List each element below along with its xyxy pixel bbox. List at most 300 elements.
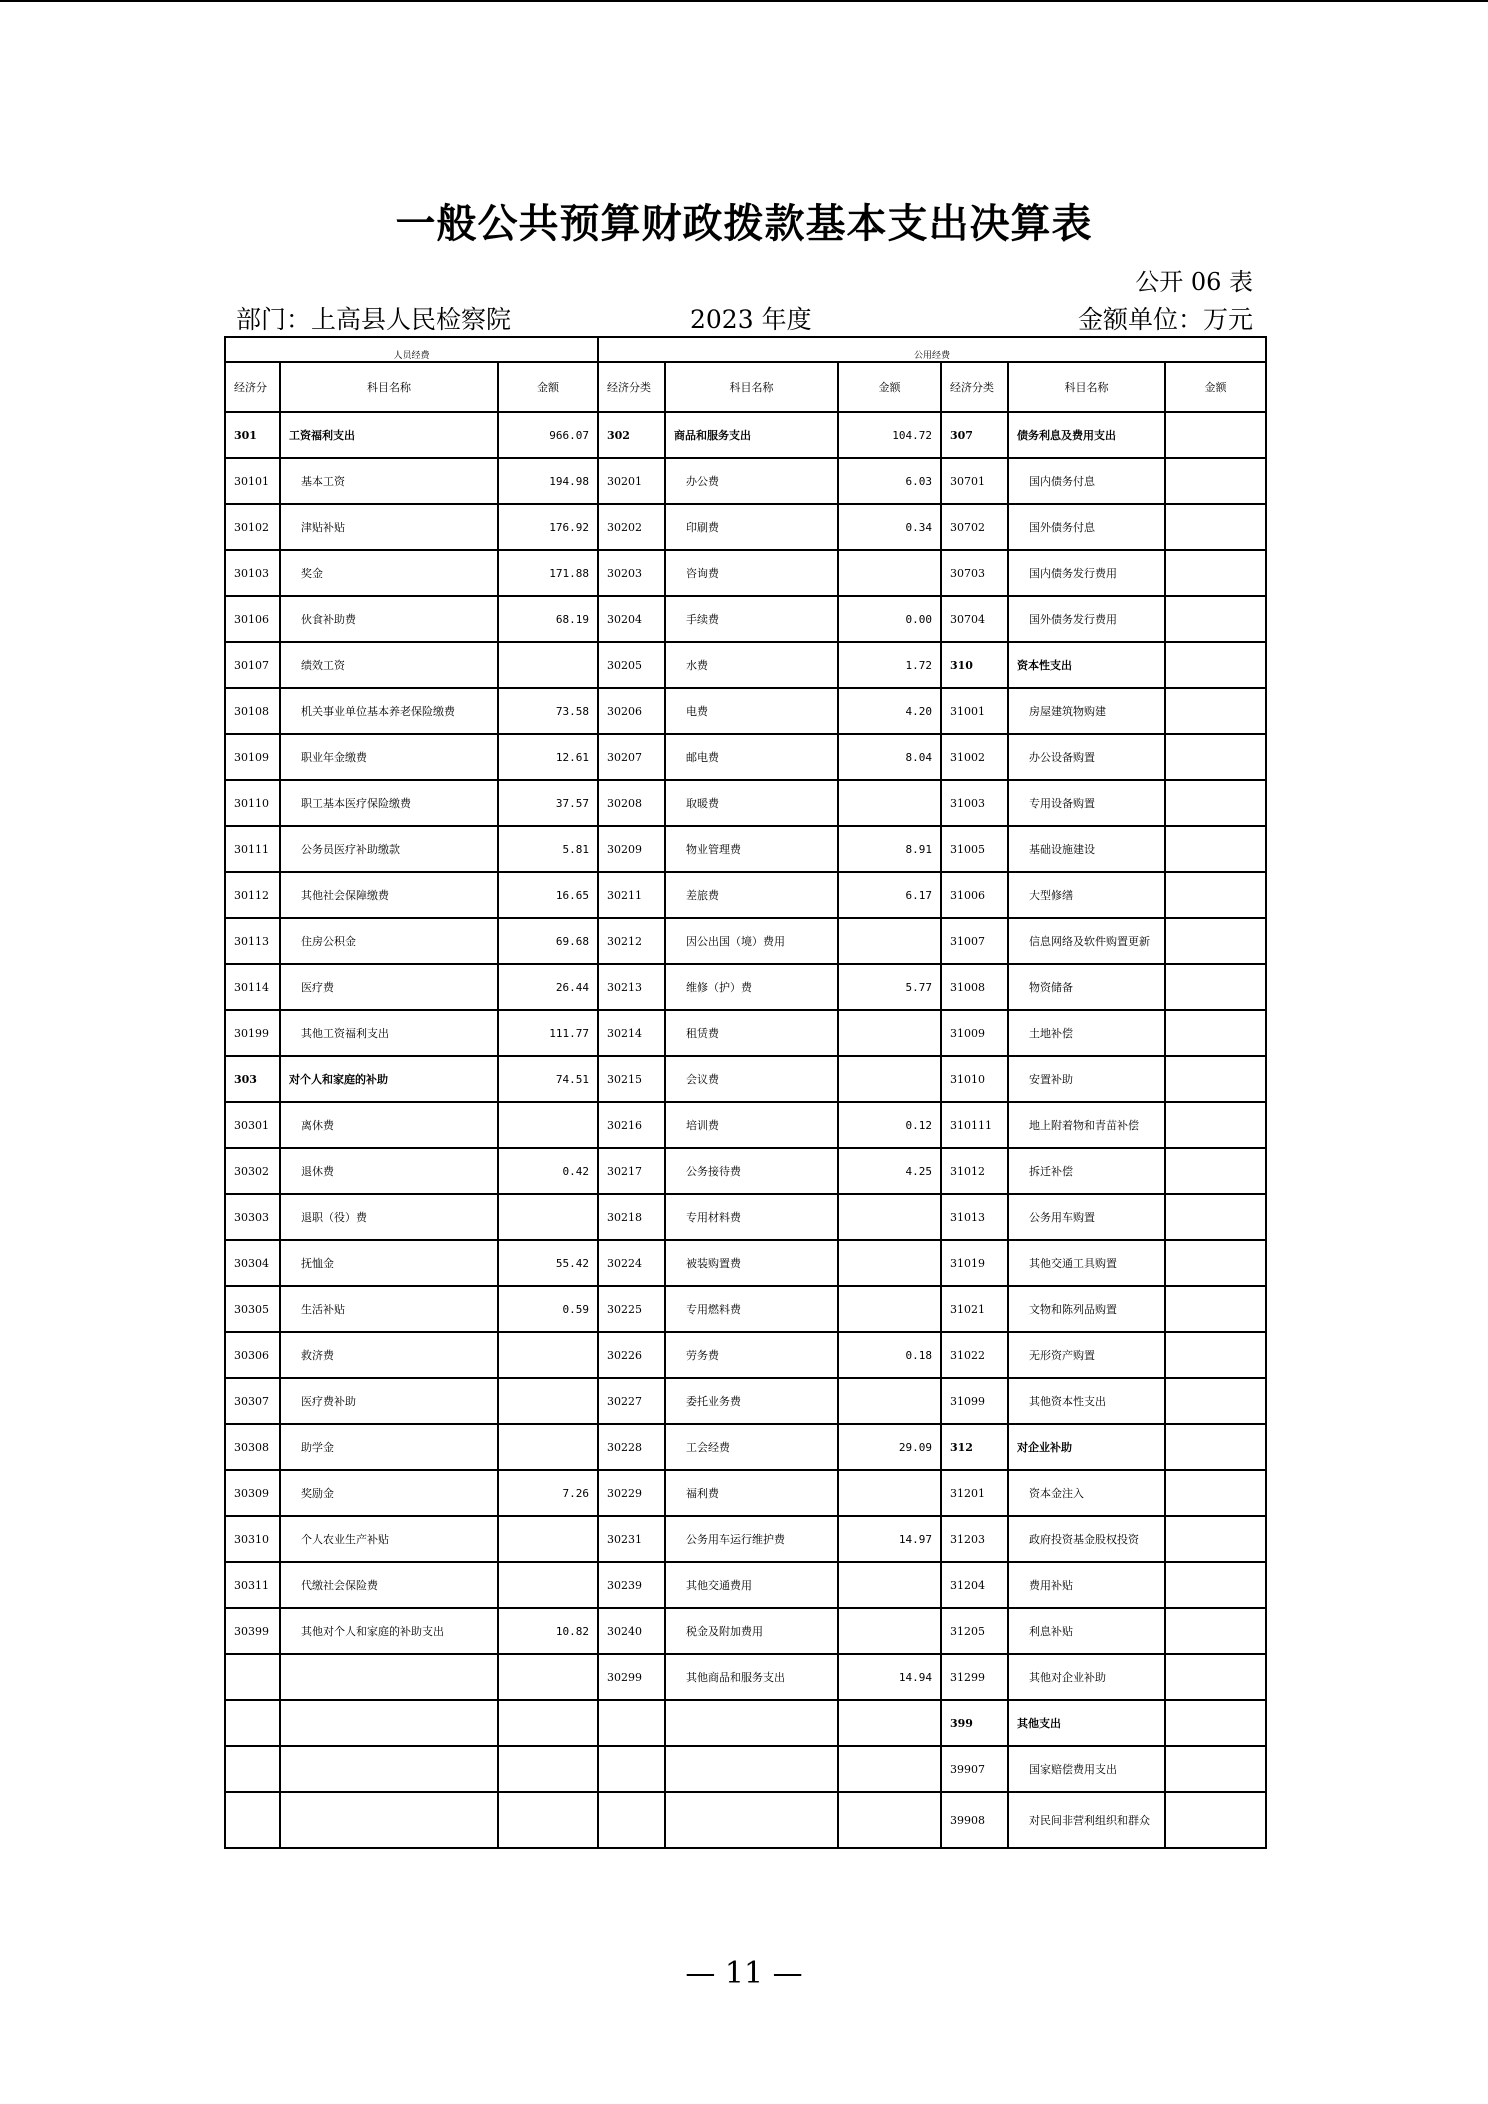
cell-amount-a: 0.59 bbox=[498, 1286, 598, 1332]
cell-code-a: 30113 bbox=[225, 918, 280, 964]
cell-name-a: 对个人和家庭的补助 bbox=[280, 1056, 498, 1102]
cell-amount-b: 6.17 bbox=[838, 872, 941, 918]
table-row bbox=[225, 780, 1266, 826]
cell-code-c: 31299 bbox=[941, 1654, 1008, 1700]
cell-amount-b bbox=[838, 1792, 941, 1848]
cell-name-b: 差旅费 bbox=[665, 872, 838, 918]
cell-code-a: 30308 bbox=[225, 1424, 280, 1470]
cell-name-b: 水费 bbox=[665, 642, 838, 688]
table-body bbox=[225, 412, 1266, 1848]
cell-amount-b bbox=[838, 918, 941, 964]
cell-name-a: 其他对个人和家庭的补助支出 bbox=[280, 1608, 498, 1654]
cell-code-b: 30226 bbox=[598, 1332, 665, 1378]
department-label: 部门：上高县人民检察院 bbox=[236, 305, 512, 334]
cell-amount-a: 111.77 bbox=[498, 1010, 598, 1056]
cell-code-c: 31007 bbox=[941, 918, 1008, 964]
cell-code-c: 31019 bbox=[941, 1240, 1008, 1286]
header-name-b: 科目名称 bbox=[665, 362, 838, 412]
cell-amount-b bbox=[838, 1240, 941, 1286]
cell-amount-c bbox=[1165, 1562, 1266, 1608]
cell-amount-c bbox=[1165, 826, 1266, 872]
cell-name-c: 政府投资基金股权投资 bbox=[1008, 1516, 1165, 1562]
cell-name-a: 公务员医疗补助缴款 bbox=[280, 826, 498, 872]
cell-name-a: 住房公积金 bbox=[280, 918, 498, 964]
cell-amount-a bbox=[498, 1654, 598, 1700]
cell-name-a: 津贴补贴 bbox=[280, 504, 498, 550]
header-amount-c: 金额 bbox=[1165, 362, 1266, 412]
table-row bbox=[225, 642, 1266, 688]
cell-amount-a bbox=[498, 1424, 598, 1470]
cell-code-c: 399 bbox=[941, 1700, 1008, 1746]
cell-amount-a bbox=[498, 1516, 598, 1562]
cell-amount-a bbox=[498, 1102, 598, 1148]
cell-code-b: 30216 bbox=[598, 1102, 665, 1148]
cell-code-c: 31013 bbox=[941, 1194, 1008, 1240]
cell-name-c: 费用补贴 bbox=[1008, 1562, 1165, 1608]
cell-name-b bbox=[665, 1792, 838, 1848]
cell-amount-b bbox=[838, 780, 941, 826]
cell-name-b: 因公出国（境）费用 bbox=[665, 918, 838, 964]
cell-code-c: 30702 bbox=[941, 504, 1008, 550]
cell-name-b: 其他商品和服务支出 bbox=[665, 1654, 838, 1700]
cell-code-c: 31205 bbox=[941, 1608, 1008, 1654]
cell-name-a: 个人农业生产补贴 bbox=[280, 1516, 498, 1562]
cell-code-c: 39908 bbox=[941, 1792, 1008, 1848]
cell-code-c: 31008 bbox=[941, 964, 1008, 1010]
table-row bbox=[225, 688, 1266, 734]
top-border bbox=[0, 0, 1488, 2]
cell-amount-a bbox=[498, 1194, 598, 1240]
cell-code-a: 30301 bbox=[225, 1102, 280, 1148]
cell-name-b: 办公费 bbox=[665, 458, 838, 504]
cell-code-a: 30310 bbox=[225, 1516, 280, 1562]
cell-amount-c bbox=[1165, 1056, 1266, 1102]
cell-code-c: 30704 bbox=[941, 596, 1008, 642]
group-personnel-header: 人员经费 bbox=[225, 337, 598, 362]
cell-code-b: 30229 bbox=[598, 1470, 665, 1516]
cell-amount-c bbox=[1165, 504, 1266, 550]
cell-code-a: 30309 bbox=[225, 1470, 280, 1516]
cell-name-b: 专用材料费 bbox=[665, 1194, 838, 1240]
cell-name-b: 商品和服务支出 bbox=[665, 412, 838, 458]
cell-name-c: 对民间非营利组织和群众 bbox=[1008, 1792, 1165, 1848]
cell-code-a: 30103 bbox=[225, 550, 280, 596]
cell-name-c: 拆迁补偿 bbox=[1008, 1148, 1165, 1194]
column-header-row bbox=[225, 362, 1266, 412]
cell-amount-b: 8.04 bbox=[838, 734, 941, 780]
cell-amount-a bbox=[498, 1562, 598, 1608]
cell-code-c: 310 bbox=[941, 642, 1008, 688]
cell-amount-c bbox=[1165, 1654, 1266, 1700]
cell-name-b: 工会经费 bbox=[665, 1424, 838, 1470]
cell-amount-b bbox=[838, 1746, 941, 1792]
cell-code-c: 30703 bbox=[941, 550, 1008, 596]
cell-amount-c bbox=[1165, 1746, 1266, 1792]
page-title: 一般公共预算财政拨款基本支出决算表 bbox=[395, 201, 1093, 247]
cell-name-b: 公务用车运行维护费 bbox=[665, 1516, 838, 1562]
cell-name-c: 办公设备购置 bbox=[1008, 734, 1165, 780]
cell-name-c: 基础设施建设 bbox=[1008, 826, 1165, 872]
table-row bbox=[225, 1194, 1266, 1240]
cell-name-a: 机关事业单位基本养老保险缴费 bbox=[280, 688, 498, 734]
cell-name-b: 电费 bbox=[665, 688, 838, 734]
cell-amount-c bbox=[1165, 1470, 1266, 1516]
cell-name-a: 助学金 bbox=[280, 1424, 498, 1470]
cell-code-a: 30302 bbox=[225, 1148, 280, 1194]
cell-code-c: 31099 bbox=[941, 1378, 1008, 1424]
cell-amount-a: 73.58 bbox=[498, 688, 598, 734]
table-row bbox=[225, 872, 1266, 918]
cell-code-b bbox=[598, 1792, 665, 1848]
cell-code-a: 30199 bbox=[225, 1010, 280, 1056]
cell-code-a: 30110 bbox=[225, 780, 280, 826]
cell-amount-b bbox=[838, 1056, 941, 1102]
cell-amount-c bbox=[1165, 872, 1266, 918]
cell-code-c: 31012 bbox=[941, 1148, 1008, 1194]
header-name-a: 科目名称 bbox=[280, 362, 498, 412]
cell-code-c: 39907 bbox=[941, 1746, 1008, 1792]
cell-amount-a: 176.92 bbox=[498, 504, 598, 550]
cell-name-b: 被装购置费 bbox=[665, 1240, 838, 1286]
cell-amount-c bbox=[1165, 1700, 1266, 1746]
cell-code-c: 31005 bbox=[941, 826, 1008, 872]
cell-name-b bbox=[665, 1746, 838, 1792]
cell-code-b: 30239 bbox=[598, 1562, 665, 1608]
table-row bbox=[225, 826, 1266, 872]
cell-code-a: 30311 bbox=[225, 1562, 280, 1608]
cell-name-b: 委托业务费 bbox=[665, 1378, 838, 1424]
cell-name-c: 信息网络及软件购置更新 bbox=[1008, 918, 1165, 964]
cell-name-c: 其他对企业补助 bbox=[1008, 1654, 1165, 1700]
cell-code-b: 30231 bbox=[598, 1516, 665, 1562]
cell-name-c: 房屋建筑物购建 bbox=[1008, 688, 1165, 734]
cell-amount-b: 4.25 bbox=[838, 1148, 941, 1194]
cell-name-c: 土地补偿 bbox=[1008, 1010, 1165, 1056]
cell-name-c: 公务用车购置 bbox=[1008, 1194, 1165, 1240]
table-row bbox=[225, 1746, 1266, 1792]
cell-amount-c bbox=[1165, 1378, 1266, 1424]
cell-name-c: 国内债务付息 bbox=[1008, 458, 1165, 504]
cell-amount-b: 14.94 bbox=[838, 1654, 941, 1700]
cell-amount-a bbox=[498, 642, 598, 688]
cell-amount-b: 0.18 bbox=[838, 1332, 941, 1378]
cell-amount-c bbox=[1165, 688, 1266, 734]
cell-name-b: 培训费 bbox=[665, 1102, 838, 1148]
cell-name-c: 地上附着物和青苗补偿 bbox=[1008, 1102, 1165, 1148]
cell-amount-c bbox=[1165, 550, 1266, 596]
cell-code-a: 30108 bbox=[225, 688, 280, 734]
table-row bbox=[225, 550, 1266, 596]
cell-name-c: 安置补助 bbox=[1008, 1056, 1165, 1102]
cell-code-a: 30305 bbox=[225, 1286, 280, 1332]
cell-name-a: 代缴社会保险费 bbox=[280, 1562, 498, 1608]
cell-amount-c bbox=[1165, 1332, 1266, 1378]
cell-name-a: 工资福利支出 bbox=[280, 412, 498, 458]
cell-name-a: 奖励金 bbox=[280, 1470, 498, 1516]
cell-code-a: 30399 bbox=[225, 1608, 280, 1654]
cell-amount-a: 74.51 bbox=[498, 1056, 598, 1102]
cell-amount-a: 171.88 bbox=[498, 550, 598, 596]
cell-code-b: 30228 bbox=[598, 1424, 665, 1470]
table-row bbox=[225, 1056, 1266, 1102]
cell-code-b bbox=[598, 1746, 665, 1792]
cell-code-b: 302 bbox=[598, 412, 665, 458]
cell-amount-c bbox=[1165, 1010, 1266, 1056]
cell-code-a bbox=[225, 1746, 280, 1792]
cell-code-c: 30701 bbox=[941, 458, 1008, 504]
cell-code-a: 30307 bbox=[225, 1378, 280, 1424]
cell-name-c: 国外债务发行费用 bbox=[1008, 596, 1165, 642]
cell-code-a: 30109 bbox=[225, 734, 280, 780]
cell-name-a bbox=[280, 1654, 498, 1700]
cell-name-c: 其他支出 bbox=[1008, 1700, 1165, 1746]
cell-amount-c bbox=[1165, 596, 1266, 642]
cell-amount-b: 0.00 bbox=[838, 596, 941, 642]
cell-code-a: 30304 bbox=[225, 1240, 280, 1286]
table-row bbox=[225, 964, 1266, 1010]
cell-amount-b bbox=[838, 1562, 941, 1608]
cell-amount-c bbox=[1165, 964, 1266, 1010]
cell-name-b: 其他交通费用 bbox=[665, 1562, 838, 1608]
cell-name-a: 奖金 bbox=[280, 550, 498, 596]
cell-amount-a: 68.19 bbox=[498, 596, 598, 642]
table-row bbox=[225, 1516, 1266, 1562]
cell-code-b: 30203 bbox=[598, 550, 665, 596]
cell-name-a: 基本工资 bbox=[280, 458, 498, 504]
cell-amount-a: 12.61 bbox=[498, 734, 598, 780]
cell-name-c: 专用设备购置 bbox=[1008, 780, 1165, 826]
table-row bbox=[225, 1654, 1266, 1700]
cell-amount-c bbox=[1165, 1148, 1266, 1194]
cell-code-b: 30209 bbox=[598, 826, 665, 872]
cell-amount-c bbox=[1165, 642, 1266, 688]
table-row bbox=[225, 1470, 1266, 1516]
cell-name-a: 生活补贴 bbox=[280, 1286, 498, 1332]
cell-code-c: 312 bbox=[941, 1424, 1008, 1470]
cell-code-a bbox=[225, 1792, 280, 1848]
cell-code-b: 30205 bbox=[598, 642, 665, 688]
cell-code-b: 30218 bbox=[598, 1194, 665, 1240]
cell-amount-b: 6.03 bbox=[838, 458, 941, 504]
cell-code-b: 30215 bbox=[598, 1056, 665, 1102]
cell-amount-a: 55.42 bbox=[498, 1240, 598, 1286]
cell-amount-b bbox=[838, 1378, 941, 1424]
table-row bbox=[225, 1102, 1266, 1148]
cell-amount-c bbox=[1165, 1424, 1266, 1470]
cell-code-a: 30306 bbox=[225, 1332, 280, 1378]
cell-name-c: 无形资产购置 bbox=[1008, 1332, 1165, 1378]
cell-code-a: 30303 bbox=[225, 1194, 280, 1240]
cell-amount-b: 8.91 bbox=[838, 826, 941, 872]
cell-amount-b: 1.72 bbox=[838, 642, 941, 688]
cell-code-c: 31001 bbox=[941, 688, 1008, 734]
cell-name-c: 大型修缮 bbox=[1008, 872, 1165, 918]
cell-amount-c bbox=[1165, 1516, 1266, 1562]
cell-code-b: 30202 bbox=[598, 504, 665, 550]
cell-name-b: 公务接待费 bbox=[665, 1148, 838, 1194]
page-number: — 11 — bbox=[685, 1956, 803, 1991]
cell-name-a: 医疗费 bbox=[280, 964, 498, 1010]
cell-name-a: 离休费 bbox=[280, 1102, 498, 1148]
table-row bbox=[225, 1010, 1266, 1056]
cell-amount-a bbox=[498, 1332, 598, 1378]
cell-name-a bbox=[280, 1792, 498, 1848]
cell-amount-b bbox=[838, 1470, 941, 1516]
cell-name-a: 绩效工资 bbox=[280, 642, 498, 688]
cell-amount-b: 104.72 bbox=[838, 412, 941, 458]
cell-name-c: 国家赔偿费用支出 bbox=[1008, 1746, 1165, 1792]
table-row bbox=[225, 1424, 1266, 1470]
cell-amount-c bbox=[1165, 1194, 1266, 1240]
cell-name-a: 其他社会保障缴费 bbox=[280, 872, 498, 918]
cell-name-c: 资本性支出 bbox=[1008, 642, 1165, 688]
cell-name-c: 国外债务付息 bbox=[1008, 504, 1165, 550]
cell-code-b: 30206 bbox=[598, 688, 665, 734]
table-row bbox=[225, 596, 1266, 642]
cell-amount-b: 0.34 bbox=[838, 504, 941, 550]
cell-name-c: 物资储备 bbox=[1008, 964, 1165, 1010]
cell-code-c: 31009 bbox=[941, 1010, 1008, 1056]
table-row bbox=[225, 458, 1266, 504]
cell-amount-a bbox=[498, 1700, 598, 1746]
cell-code-c: 31003 bbox=[941, 780, 1008, 826]
cell-code-a: 30107 bbox=[225, 642, 280, 688]
cell-amount-b: 0.12 bbox=[838, 1102, 941, 1148]
cell-name-b: 邮电费 bbox=[665, 734, 838, 780]
table-row bbox=[225, 1700, 1266, 1746]
cell-code-a: 30112 bbox=[225, 872, 280, 918]
cell-code-c: 31204 bbox=[941, 1562, 1008, 1608]
cell-name-b: 取暖费 bbox=[665, 780, 838, 826]
cell-name-a: 职业年金缴费 bbox=[280, 734, 498, 780]
cell-code-b: 30211 bbox=[598, 872, 665, 918]
header-code-a: 经济分 bbox=[225, 362, 280, 412]
cell-amount-a: 966.07 bbox=[498, 412, 598, 458]
cell-code-b: 30225 bbox=[598, 1286, 665, 1332]
cell-code-b: 30217 bbox=[598, 1148, 665, 1194]
cell-name-a: 退休费 bbox=[280, 1148, 498, 1194]
cell-name-a: 伙食补助费 bbox=[280, 596, 498, 642]
cell-amount-a: 37.57 bbox=[498, 780, 598, 826]
table-row bbox=[225, 1608, 1266, 1654]
fiscal-year: 2023 年度 bbox=[690, 305, 812, 334]
cell-name-a bbox=[280, 1700, 498, 1746]
cell-code-c: 31010 bbox=[941, 1056, 1008, 1102]
table-row bbox=[225, 1378, 1266, 1424]
table-row bbox=[225, 1148, 1266, 1194]
cell-amount-a: 16.65 bbox=[498, 872, 598, 918]
cell-amount-a: 69.68 bbox=[498, 918, 598, 964]
cell-name-b: 咨询费 bbox=[665, 550, 838, 596]
cell-name-b: 租赁费 bbox=[665, 1010, 838, 1056]
cell-name-b: 印刷费 bbox=[665, 504, 838, 550]
cell-name-c: 国内债务发行费用 bbox=[1008, 550, 1165, 596]
cell-code-b: 30227 bbox=[598, 1378, 665, 1424]
header-code-c: 经济分类 bbox=[941, 362, 1008, 412]
cell-amount-a: 5.81 bbox=[498, 826, 598, 872]
cell-amount-c bbox=[1165, 458, 1266, 504]
cell-name-a: 救济费 bbox=[280, 1332, 498, 1378]
cell-name-b: 福利费 bbox=[665, 1470, 838, 1516]
cell-name-b: 手续费 bbox=[665, 596, 838, 642]
table-row bbox=[225, 1792, 1266, 1848]
cell-amount-b: 29.09 bbox=[838, 1424, 941, 1470]
table-row bbox=[225, 734, 1266, 780]
cell-code-c: 31203 bbox=[941, 1516, 1008, 1562]
table-row bbox=[225, 918, 1266, 964]
group-header-row bbox=[225, 337, 1266, 362]
cell-code-c: 307 bbox=[941, 412, 1008, 458]
cell-code-c: 31021 bbox=[941, 1286, 1008, 1332]
cell-amount-a: 10.82 bbox=[498, 1608, 598, 1654]
cell-code-c: 310111 bbox=[941, 1102, 1008, 1148]
cell-code-a bbox=[225, 1654, 280, 1700]
cell-code-b: 30201 bbox=[598, 458, 665, 504]
cell-code-c: 31201 bbox=[941, 1470, 1008, 1516]
cell-name-b: 会议费 bbox=[665, 1056, 838, 1102]
cell-code-a bbox=[225, 1700, 280, 1746]
cell-name-a: 医疗费补助 bbox=[280, 1378, 498, 1424]
header-amount-b: 金额 bbox=[838, 362, 941, 412]
cell-code-b: 30240 bbox=[598, 1608, 665, 1654]
table-row bbox=[225, 1240, 1266, 1286]
cell-code-a: 30101 bbox=[225, 458, 280, 504]
cell-code-b: 30212 bbox=[598, 918, 665, 964]
cell-amount-b: 14.97 bbox=[838, 1516, 941, 1562]
cell-code-b: 30299 bbox=[598, 1654, 665, 1700]
cell-code-a: 303 bbox=[225, 1056, 280, 1102]
cell-amount-c bbox=[1165, 1792, 1266, 1848]
cell-amount-c bbox=[1165, 412, 1266, 458]
cell-code-a: 30102 bbox=[225, 504, 280, 550]
cell-amount-c bbox=[1165, 1102, 1266, 1148]
table-row bbox=[225, 504, 1266, 550]
cell-name-a: 退职（役）费 bbox=[280, 1194, 498, 1240]
cell-name-b: 专用燃料费 bbox=[665, 1286, 838, 1332]
cell-amount-b: 4.20 bbox=[838, 688, 941, 734]
cell-amount-b bbox=[838, 1194, 941, 1240]
cell-amount-c bbox=[1165, 1608, 1266, 1654]
cell-name-c: 文物和陈列品购置 bbox=[1008, 1286, 1165, 1332]
cell-amount-b bbox=[838, 1010, 941, 1056]
cell-amount-b: 5.77 bbox=[838, 964, 941, 1010]
form-number: 公开 06 表 bbox=[1135, 268, 1253, 296]
cell-code-b: 30214 bbox=[598, 1010, 665, 1056]
cell-code-c: 31022 bbox=[941, 1332, 1008, 1378]
cell-amount-a: 0.42 bbox=[498, 1148, 598, 1194]
cell-name-c: 其他交通工具购置 bbox=[1008, 1240, 1165, 1286]
cell-amount-c bbox=[1165, 780, 1266, 826]
cell-code-a: 30114 bbox=[225, 964, 280, 1010]
expenditure-table-container bbox=[224, 336, 1265, 1912]
header-amount-a: 金额 bbox=[498, 362, 598, 412]
cell-name-a: 其他工资福利支出 bbox=[280, 1010, 498, 1056]
amount-unit: 金额单位：万元 bbox=[1077, 305, 1253, 334]
cell-code-b: 30204 bbox=[598, 596, 665, 642]
cell-name-c: 债务利息及费用支出 bbox=[1008, 412, 1165, 458]
cell-code-a: 301 bbox=[225, 412, 280, 458]
cell-code-b bbox=[598, 1700, 665, 1746]
cell-amount-a: 26.44 bbox=[498, 964, 598, 1010]
cell-name-a: 职工基本医疗保险缴费 bbox=[280, 780, 498, 826]
cell-name-b: 劳务费 bbox=[665, 1332, 838, 1378]
cell-name-b: 物业管理费 bbox=[665, 826, 838, 872]
cell-amount-c bbox=[1165, 1286, 1266, 1332]
cell-code-b: 30207 bbox=[598, 734, 665, 780]
group-public-header: 公用经费 bbox=[598, 337, 1266, 362]
cell-name-c: 资本金注入 bbox=[1008, 1470, 1165, 1516]
cell-name-a bbox=[280, 1746, 498, 1792]
